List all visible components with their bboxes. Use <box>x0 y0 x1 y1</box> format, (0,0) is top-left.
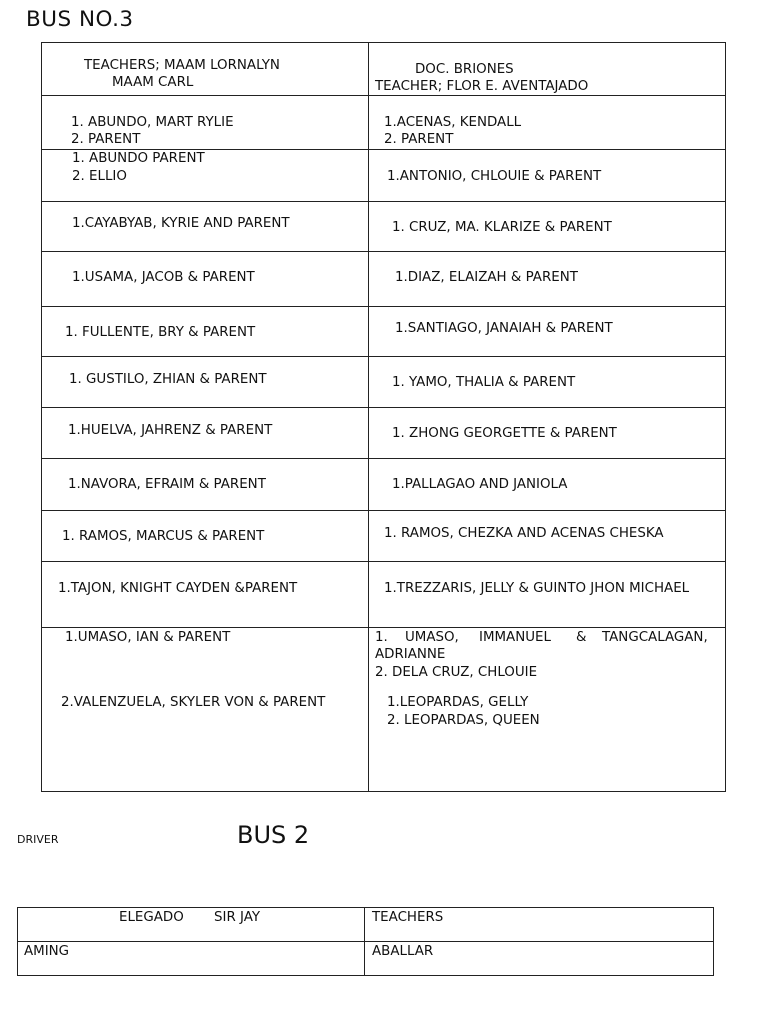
row-divider <box>41 201 726 202</box>
driver-label: DRIVER <box>17 833 59 846</box>
row-divider <box>41 627 726 628</box>
row-divider <box>41 95 726 96</box>
justified-word: 1. <box>375 630 388 645</box>
table-border <box>41 791 726 792</box>
table-cell: 1. ABUNDO PARENT <box>72 151 205 166</box>
row-divider <box>41 251 726 252</box>
table-cell: 1.TREZZARIS, JELLY & GUINTO JHON MICHAEL <box>384 581 690 596</box>
header-right-line2: TEACHER; FLOR E. AVENTAJADO <box>375 79 589 94</box>
header-right-line1: DOC. BRIONES <box>415 62 514 77</box>
header-left-line2: MAAM CARL <box>112 75 194 90</box>
table-cell: 2. PARENT <box>71 132 141 147</box>
table-cell: SIR JAY <box>214 910 261 925</box>
table-cell: 1. FULLENTE, BRY & PARENT <box>65 325 256 340</box>
table-cell: 1.ANTONIO, CHLOUIE & PARENT <box>387 169 602 184</box>
table-cell: TEACHERS <box>372 910 444 925</box>
table-cell: 1.NAVORA, EFRAIM & PARENT <box>68 477 266 492</box>
table-cell: 1. ABUNDO, MART RYLIE <box>71 115 234 130</box>
table-cell: AMING <box>24 944 70 959</box>
table-cell: 1.UMASO, IAN & PARENT <box>65 630 231 645</box>
table-cell: 1.USAMA, JACOB & PARENT <box>72 270 255 285</box>
row-divider <box>41 561 726 562</box>
table-cell: 2. LEOPARDAS, QUEEN <box>387 713 540 728</box>
table-cell: 1.CAYABYAB, KYRIE AND PARENT <box>72 216 290 231</box>
row-divider <box>41 458 726 459</box>
table-cell: ADRIANNE <box>375 647 446 662</box>
table-cell: ELEGADO <box>119 910 184 925</box>
table-cell: 1.PALLAGAO AND JANIOLA <box>392 477 568 492</box>
table-cell: 1.DIAZ, ELAIZAH & PARENT <box>395 270 578 285</box>
row-divider <box>17 941 714 942</box>
justified-word: UMASO, <box>405 630 459 645</box>
justified-word: & <box>576 630 587 645</box>
table-cell: 1. RAMOS, MARCUS & PARENT <box>62 529 265 544</box>
table-cell: ABALLAR <box>372 944 434 959</box>
row-divider <box>41 306 726 307</box>
table-cell: 2. DELA CRUZ, CHLOUIE <box>375 665 538 680</box>
table-border <box>725 42 726 792</box>
table-cell: 1.TAJON, KNIGHT CAYDEN &PARENT <box>58 581 298 596</box>
justified-word: IMMANUEL <box>479 630 551 645</box>
table-cell: 1. RAMOS, CHEZKA AND ACENAS CHESKA <box>384 526 664 541</box>
justified-line <box>375 629 718 646</box>
table-cell: 1. CRUZ, MA. KLARIZE & PARENT <box>392 220 612 235</box>
table-cell: 1.LEOPARDAS, GELLY <box>387 695 529 710</box>
table-cell: 1. GUSTILO, ZHIAN & PARENT <box>69 372 267 387</box>
row-divider <box>17 907 714 908</box>
row-divider <box>41 510 726 511</box>
justified-word: TANGCALAGAN, <box>602 630 708 645</box>
table-cell: 1. ZHONG GEORGETTE & PARENT <box>392 426 617 441</box>
row-divider <box>41 42 726 43</box>
table-cell: 2. PARENT <box>384 132 454 147</box>
row-divider <box>41 356 726 357</box>
table-cell: 1. YAMO, THALIA & PARENT <box>392 375 576 390</box>
column-divider <box>368 42 369 792</box>
table-cell: 2. ELLIO <box>72 169 127 184</box>
table-cell: 1.ACENAS, KENDALL <box>384 115 522 130</box>
header-left-line1: TEACHERS; MAAM LORNALYN <box>84 58 280 73</box>
bus2-title: BUS 2 <box>237 821 310 849</box>
table-cell: 1.HUELVA, JAHRENZ & PARENT <box>68 423 273 438</box>
row-divider <box>41 407 726 408</box>
table-cell: 1.SANTIAGO, JANAIAH & PARENT <box>395 321 613 336</box>
bus3-title: BUS NO.3 <box>26 7 134 32</box>
table-border <box>41 42 42 792</box>
table-border <box>17 975 714 976</box>
table-cell: 2.VALENZUELA, SKYLER VON & PARENT <box>61 695 326 710</box>
